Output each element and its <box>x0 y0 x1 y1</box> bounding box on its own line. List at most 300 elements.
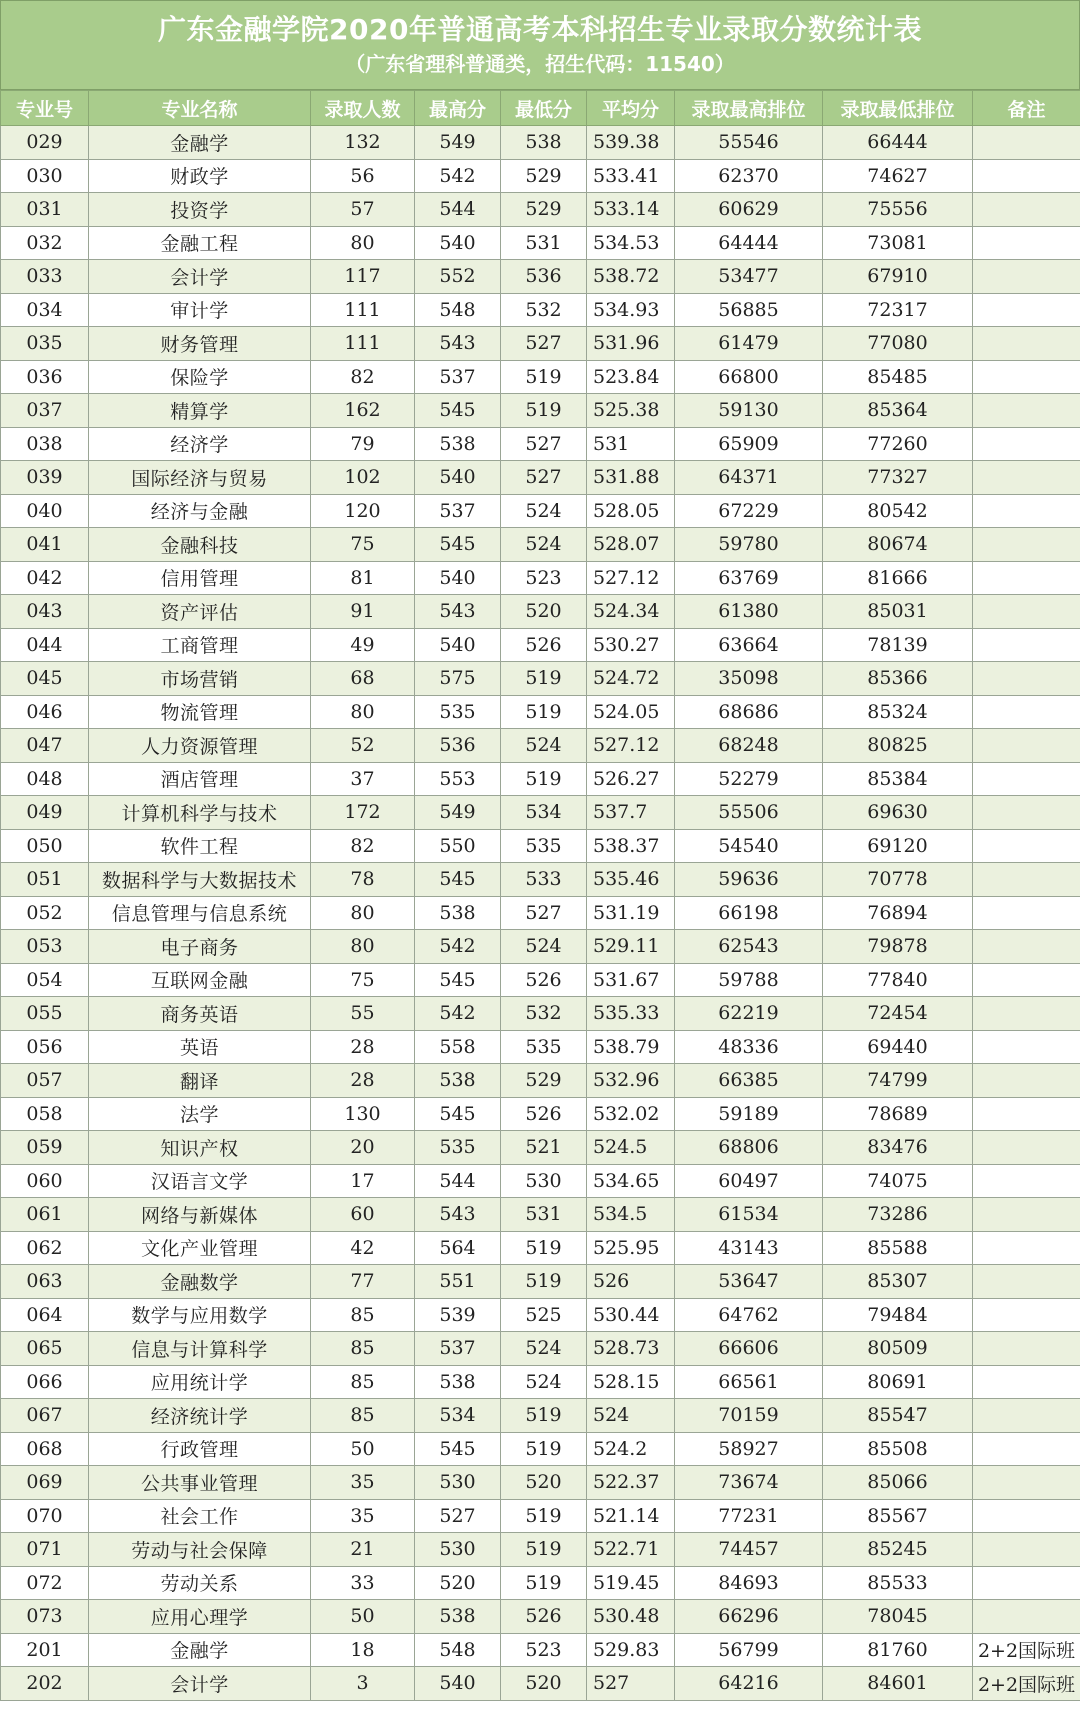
max-score-cell: 535 <box>415 695 501 729</box>
avg-score-cell: 527.12 <box>587 561 675 595</box>
max-score-cell: 540 <box>415 561 501 595</box>
table-row <box>1 963 1080 997</box>
major-code-cell: 054 <box>1 963 89 997</box>
major-code-cell: 058 <box>1 1097 89 1131</box>
admit-count-cell: 111 <box>311 327 415 361</box>
min-score-cell: 520 <box>501 1466 587 1500</box>
note-cell: 2+2国际班 <box>973 1667 1080 1701</box>
avg-score-cell: 521.14 <box>587 1499 675 1533</box>
min-score-cell: 531 <box>501 226 587 260</box>
table-row <box>1 561 1080 595</box>
avg-score-cell: 526 <box>587 1265 675 1299</box>
avg-score-cell: 532.96 <box>587 1064 675 1098</box>
min-score-cell: 529 <box>501 159 587 193</box>
major-code-cell: 045 <box>1 662 89 696</box>
min-score-cell: 519 <box>501 1499 587 1533</box>
min-score-cell: 524 <box>501 930 587 964</box>
table-row <box>1 327 1080 361</box>
admit-count-cell: 35 <box>311 1499 415 1533</box>
table-row <box>1 293 1080 327</box>
major-name-cell: 财政学 <box>89 159 311 193</box>
avg-score-cell: 522.71 <box>587 1533 675 1567</box>
low-rank-cell: 69440 <box>823 1030 973 1064</box>
table-row <box>1 829 1080 863</box>
table-row <box>1 494 1080 528</box>
note-cell <box>973 360 1080 394</box>
admit-count-cell: 57 <box>311 193 415 227</box>
min-score-cell: 533 <box>501 863 587 897</box>
table-row <box>1 1365 1080 1399</box>
major-name-cell: 公共事业管理 <box>89 1466 311 1500</box>
min-score-cell: 519 <box>501 1399 587 1433</box>
note-cell <box>973 1265 1080 1299</box>
top-rank-cell: 59788 <box>675 963 823 997</box>
avg-score-cell: 533.41 <box>587 159 675 193</box>
avg-score-cell: 533.14 <box>587 193 675 227</box>
top-rank-cell: 62543 <box>675 930 823 964</box>
table-row <box>1 461 1080 495</box>
min-score-cell: 519 <box>501 662 587 696</box>
top-rank-cell: 73674 <box>675 1466 823 1500</box>
max-score-cell: 534 <box>415 1399 501 1433</box>
low-rank-cell: 77840 <box>823 963 973 997</box>
note-cell <box>973 226 1080 260</box>
note-cell <box>973 1064 1080 1098</box>
min-score-cell: 527 <box>501 461 587 495</box>
avg-score-cell: 519.45 <box>587 1566 675 1600</box>
note-cell <box>973 528 1080 562</box>
major-name-cell: 会计学 <box>89 260 311 294</box>
max-score-cell: 543 <box>415 327 501 361</box>
avg-score-cell: 531.96 <box>587 327 675 361</box>
major-code-cell: 044 <box>1 628 89 662</box>
major-name-cell: 会计学 <box>89 1667 311 1701</box>
major-name-cell: 电子商务 <box>89 930 311 964</box>
max-score-cell: 535 <box>415 1131 501 1165</box>
max-score-cell: 520 <box>415 1566 501 1600</box>
table-row <box>1 662 1080 696</box>
max-score-cell: 564 <box>415 1231 501 1265</box>
min-score-cell: 531 <box>501 1198 587 1232</box>
admit-count-cell: 68 <box>311 662 415 696</box>
major-code-cell: 057 <box>1 1064 89 1098</box>
major-name-cell: 社会工作 <box>89 1499 311 1533</box>
low-rank-cell: 80674 <box>823 528 973 562</box>
admit-count-cell: 20 <box>311 1131 415 1165</box>
note-cell <box>973 427 1080 461</box>
major-name-cell: 英语 <box>89 1030 311 1064</box>
max-score-cell: 538 <box>415 427 501 461</box>
top-rank-cell: 59130 <box>675 394 823 428</box>
top-rank-cell: 70159 <box>675 1399 823 1433</box>
note-cell <box>973 1231 1080 1265</box>
note-cell <box>973 662 1080 696</box>
major-name-cell: 商务英语 <box>89 997 311 1031</box>
min-score-cell: 519 <box>501 1432 587 1466</box>
low-rank-cell: 80825 <box>823 729 973 763</box>
major-name-cell: 信息管理与信息系统 <box>89 896 311 930</box>
major-code-cell: 053 <box>1 930 89 964</box>
note-cell <box>973 1164 1080 1198</box>
top-rank-cell: 61534 <box>675 1198 823 1232</box>
major-code-cell: 061 <box>1 1198 89 1232</box>
avg-score-cell: 524 <box>587 1399 675 1433</box>
table-row <box>1 595 1080 629</box>
low-rank-cell: 85533 <box>823 1566 973 1600</box>
table-row <box>1 360 1080 394</box>
low-rank-cell: 79878 <box>823 930 973 964</box>
major-name-cell: 工商管理 <box>89 628 311 662</box>
top-rank-cell: 68686 <box>675 695 823 729</box>
avg-score-cell: 529.83 <box>587 1633 675 1667</box>
admit-count-cell: 35 <box>311 1466 415 1500</box>
admit-count-cell: 21 <box>311 1533 415 1567</box>
major-name-cell: 网络与新媒体 <box>89 1198 311 1232</box>
min-score-cell: 532 <box>501 997 587 1031</box>
major-code-cell: 069 <box>1 1466 89 1500</box>
low-rank-cell: 85508 <box>823 1432 973 1466</box>
low-rank-cell: 76894 <box>823 896 973 930</box>
avg-score-cell: 535.46 <box>587 863 675 897</box>
min-score-cell: 520 <box>501 595 587 629</box>
max-score-cell: 545 <box>415 528 501 562</box>
max-score-cell: 549 <box>415 126 501 160</box>
top-rank-cell: 59636 <box>675 863 823 897</box>
table-row <box>1 695 1080 729</box>
major-name-cell: 软件工程 <box>89 829 311 863</box>
low-rank-cell: 72317 <box>823 293 973 327</box>
low-rank-cell: 79484 <box>823 1298 973 1332</box>
min-score-cell: 524 <box>501 1332 587 1366</box>
table-row <box>1 1667 1080 1701</box>
table-row <box>1 1030 1080 1064</box>
max-score-cell: 552 <box>415 260 501 294</box>
min-score-cell: 519 <box>501 1566 587 1600</box>
max-score-cell: 548 <box>415 1633 501 1667</box>
note-cell <box>973 394 1080 428</box>
major-code-cell: 052 <box>1 896 89 930</box>
major-code-cell: 039 <box>1 461 89 495</box>
admit-count-cell: 91 <box>311 595 415 629</box>
major-name-cell: 财务管理 <box>89 327 311 361</box>
avg-score-cell: 538.37 <box>587 829 675 863</box>
top-rank-cell: 64444 <box>675 226 823 260</box>
table-row <box>1 1298 1080 1332</box>
major-name-cell: 精算学 <box>89 394 311 428</box>
note-cell <box>973 1399 1080 1433</box>
top-rank-cell: 66606 <box>675 1332 823 1366</box>
avg-score-cell: 522.37 <box>587 1466 675 1500</box>
header-col-note: 备注 <box>973 91 1080 126</box>
admit-count-cell: 52 <box>311 729 415 763</box>
major-code-cell: 071 <box>1 1533 89 1567</box>
admit-count-cell: 102 <box>311 461 415 495</box>
avg-score-cell: 526.27 <box>587 762 675 796</box>
admit-count-cell: 81 <box>311 561 415 595</box>
admit-count-cell: 82 <box>311 829 415 863</box>
avg-score-cell: 534.65 <box>587 1164 675 1198</box>
admit-count-cell: 85 <box>311 1298 415 1332</box>
admit-count-cell: 162 <box>311 394 415 428</box>
table-row <box>1 1332 1080 1366</box>
note-cell <box>973 963 1080 997</box>
major-name-cell: 审计学 <box>89 293 311 327</box>
note-cell <box>973 126 1080 160</box>
low-rank-cell: 85307 <box>823 1265 973 1299</box>
max-score-cell: 543 <box>415 595 501 629</box>
max-score-cell: 538 <box>415 1064 501 1098</box>
major-name-cell: 应用统计学 <box>89 1365 311 1399</box>
min-score-cell: 519 <box>501 394 587 428</box>
table-row <box>1 159 1080 193</box>
note-cell <box>973 1332 1080 1366</box>
major-code-cell: 041 <box>1 528 89 562</box>
admit-count-cell: 80 <box>311 695 415 729</box>
top-rank-cell: 55546 <box>675 126 823 160</box>
admit-count-cell: 77 <box>311 1265 415 1299</box>
note-cell <box>973 260 1080 294</box>
top-rank-cell: 65909 <box>675 427 823 461</box>
max-score-cell: 542 <box>415 997 501 1031</box>
low-rank-cell: 85485 <box>823 360 973 394</box>
note-cell <box>973 461 1080 495</box>
major-name-cell: 金融工程 <box>89 226 311 260</box>
note-cell <box>973 1600 1080 1634</box>
admit-count-cell: 85 <box>311 1332 415 1366</box>
top-rank-cell: 64371 <box>675 461 823 495</box>
major-name-cell: 知识产权 <box>89 1131 311 1165</box>
admit-count-cell: 75 <box>311 963 415 997</box>
major-code-cell: 201 <box>1 1633 89 1667</box>
avg-score-cell: 538.72 <box>587 260 675 294</box>
major-name-cell: 金融学 <box>89 1633 311 1667</box>
note-cell <box>973 1432 1080 1466</box>
major-code-cell: 040 <box>1 494 89 528</box>
low-rank-cell: 78689 <box>823 1097 973 1131</box>
min-score-cell: 535 <box>501 829 587 863</box>
major-name-cell: 劳动与社会保障 <box>89 1533 311 1567</box>
min-score-cell: 521 <box>501 1131 587 1165</box>
admit-count-cell: 50 <box>311 1600 415 1634</box>
max-score-cell: 548 <box>415 293 501 327</box>
top-rank-cell: 66561 <box>675 1365 823 1399</box>
top-rank-cell: 53477 <box>675 260 823 294</box>
min-score-cell: 520 <box>501 1667 587 1701</box>
admit-count-cell: 17 <box>311 1164 415 1198</box>
low-rank-cell: 73286 <box>823 1198 973 1232</box>
max-score-cell: 550 <box>415 829 501 863</box>
top-rank-cell: 59189 <box>675 1097 823 1131</box>
note-cell <box>973 327 1080 361</box>
table-row <box>1 1064 1080 1098</box>
header-col-top-rank: 录取最高排位 <box>675 91 823 126</box>
min-score-cell: 524 <box>501 528 587 562</box>
major-code-cell: 059 <box>1 1131 89 1165</box>
major-name-cell: 资产评估 <box>89 595 311 629</box>
admit-count-cell: 85 <box>311 1399 415 1433</box>
admit-count-cell: 80 <box>311 896 415 930</box>
max-score-cell: 530 <box>415 1466 501 1500</box>
major-code-cell: 065 <box>1 1332 89 1366</box>
min-score-cell: 519 <box>501 1231 587 1265</box>
major-code-cell: 030 <box>1 159 89 193</box>
major-code-cell: 043 <box>1 595 89 629</box>
low-rank-cell: 66444 <box>823 126 973 160</box>
max-score-cell: 538 <box>415 1600 501 1634</box>
low-rank-cell: 77260 <box>823 427 973 461</box>
avg-score-cell: 532.02 <box>587 1097 675 1131</box>
table-row <box>1 930 1080 964</box>
avg-score-cell: 528.07 <box>587 528 675 562</box>
admit-count-cell: 82 <box>311 360 415 394</box>
min-score-cell: 536 <box>501 260 587 294</box>
top-rank-cell: 61479 <box>675 327 823 361</box>
major-code-cell: 038 <box>1 427 89 461</box>
top-rank-cell: 58927 <box>675 1432 823 1466</box>
low-rank-cell: 80542 <box>823 494 973 528</box>
max-score-cell: 537 <box>415 494 501 528</box>
note-cell <box>973 1566 1080 1600</box>
max-score-cell: 551 <box>415 1265 501 1299</box>
major-code-cell: 037 <box>1 394 89 428</box>
table-row <box>1 1265 1080 1299</box>
major-name-cell: 金融数学 <box>89 1265 311 1299</box>
low-rank-cell: 85031 <box>823 595 973 629</box>
table-row <box>1 762 1080 796</box>
top-rank-cell: 84693 <box>675 1566 823 1600</box>
top-rank-cell: 66296 <box>675 1600 823 1634</box>
major-code-cell: 048 <box>1 762 89 796</box>
note-cell <box>973 1499 1080 1533</box>
low-rank-cell: 78045 <box>823 1600 973 1634</box>
avg-score-cell: 524.2 <box>587 1432 675 1466</box>
note-cell <box>973 595 1080 629</box>
avg-score-cell: 523.84 <box>587 360 675 394</box>
avg-score-cell: 528.15 <box>587 1365 675 1399</box>
table-row <box>1 796 1080 830</box>
table-row <box>1 427 1080 461</box>
avg-score-cell: 534.93 <box>587 293 675 327</box>
major-code-cell: 072 <box>1 1566 89 1600</box>
major-code-cell: 046 <box>1 695 89 729</box>
page-subtitle: （广东省理科普通类，招生代码：11540） <box>345 52 735 76</box>
avg-score-cell: 537.7 <box>587 796 675 830</box>
major-code-cell: 047 <box>1 729 89 763</box>
avg-score-cell: 539.38 <box>587 126 675 160</box>
admit-count-cell: 33 <box>311 1566 415 1600</box>
top-rank-cell: 63664 <box>675 628 823 662</box>
major-code-cell: 066 <box>1 1365 89 1399</box>
max-score-cell: 549 <box>415 796 501 830</box>
major-code-cell: 073 <box>1 1600 89 1634</box>
top-rank-cell: 74457 <box>675 1533 823 1567</box>
min-score-cell: 524 <box>501 494 587 528</box>
top-rank-cell: 68806 <box>675 1131 823 1165</box>
max-score-cell: 542 <box>415 930 501 964</box>
major-code-cell: 036 <box>1 360 89 394</box>
top-rank-cell: 52279 <box>675 762 823 796</box>
note-cell <box>973 193 1080 227</box>
header-col-min: 最低分 <box>501 91 587 126</box>
table-body <box>1 126 1080 1701</box>
admit-count-cell: 132 <box>311 126 415 160</box>
max-score-cell: 530 <box>415 1533 501 1567</box>
top-rank-cell: 67229 <box>675 494 823 528</box>
major-code-cell: 033 <box>1 260 89 294</box>
major-code-cell: 049 <box>1 796 89 830</box>
header-col-max: 最高分 <box>415 91 501 126</box>
major-code-cell: 050 <box>1 829 89 863</box>
avg-score-cell: 534.53 <box>587 226 675 260</box>
major-code-cell: 062 <box>1 1231 89 1265</box>
avg-score-cell: 524.05 <box>587 695 675 729</box>
max-score-cell: 544 <box>415 193 501 227</box>
major-code-cell: 034 <box>1 293 89 327</box>
top-rank-cell: 68248 <box>675 729 823 763</box>
major-code-cell: 060 <box>1 1164 89 1198</box>
low-rank-cell: 81666 <box>823 561 973 595</box>
avg-score-cell: 524.72 <box>587 662 675 696</box>
low-rank-cell: 78139 <box>823 628 973 662</box>
major-code-cell: 035 <box>1 327 89 361</box>
major-name-cell: 劳动关系 <box>89 1566 311 1600</box>
min-score-cell: 524 <box>501 1365 587 1399</box>
table-row <box>1 1097 1080 1131</box>
note-cell <box>973 796 1080 830</box>
max-score-cell: 545 <box>415 863 501 897</box>
max-score-cell: 537 <box>415 360 501 394</box>
low-rank-cell: 73081 <box>823 226 973 260</box>
major-name-cell: 行政管理 <box>89 1432 311 1466</box>
top-rank-cell: 43143 <box>675 1231 823 1265</box>
admit-count-cell: 3 <box>311 1667 415 1701</box>
avg-score-cell: 527 <box>587 1667 675 1701</box>
min-score-cell: 527 <box>501 327 587 361</box>
top-rank-cell: 77231 <box>675 1499 823 1533</box>
min-score-cell: 519 <box>501 1265 587 1299</box>
max-score-cell: 527 <box>415 1499 501 1533</box>
avg-score-cell: 527.12 <box>587 729 675 763</box>
low-rank-cell: 74799 <box>823 1064 973 1098</box>
low-rank-cell: 75556 <box>823 193 973 227</box>
major-name-cell: 信用管理 <box>89 561 311 595</box>
low-rank-cell: 85567 <box>823 1499 973 1533</box>
top-rank-cell: 66198 <box>675 896 823 930</box>
low-rank-cell: 67910 <box>823 260 973 294</box>
major-code-cell: 032 <box>1 226 89 260</box>
admit-count-cell: 37 <box>311 762 415 796</box>
major-name-cell: 物流管理 <box>89 695 311 729</box>
table-row <box>1 896 1080 930</box>
major-name-cell: 人力资源管理 <box>89 729 311 763</box>
table-row <box>1 1131 1080 1165</box>
max-score-cell: 545 <box>415 1097 501 1131</box>
top-rank-cell: 59780 <box>675 528 823 562</box>
major-name-cell: 应用心理学 <box>89 1600 311 1634</box>
admit-count-cell: 28 <box>311 1030 415 1064</box>
table-row <box>1 1499 1080 1533</box>
top-rank-cell: 60497 <box>675 1164 823 1198</box>
admit-count-cell: 56 <box>311 159 415 193</box>
min-score-cell: 534 <box>501 796 587 830</box>
top-rank-cell: 61380 <box>675 595 823 629</box>
min-score-cell: 526 <box>501 628 587 662</box>
major-name-cell: 市场营销 <box>89 662 311 696</box>
note-cell <box>973 863 1080 897</box>
low-rank-cell: 72454 <box>823 997 973 1031</box>
max-score-cell: 540 <box>415 461 501 495</box>
min-score-cell: 529 <box>501 193 587 227</box>
